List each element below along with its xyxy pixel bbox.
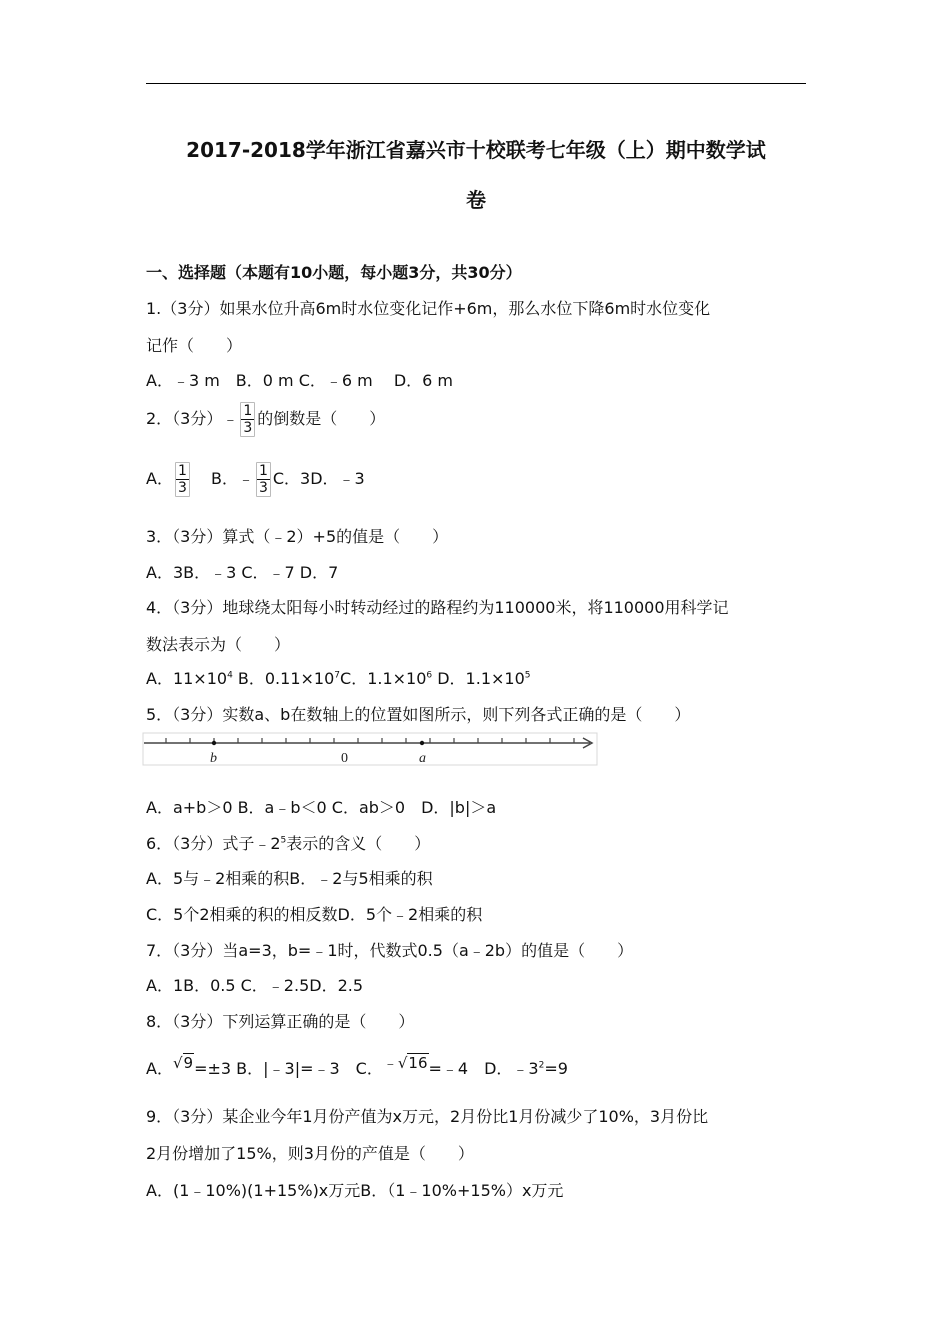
- fraction-den: 3: [177, 480, 187, 496]
- q2-stem: [146, 402, 385, 437]
- q8-options: [146, 1052, 568, 1079]
- q6-suffix: 表示的含义（ ）: [286, 834, 431, 853]
- q7-stem: 7．（3分）当a=3，b=﹣1时，代数式0.5（a﹣2b）的值是（ ）: [146, 941, 634, 960]
- exponent: 6: [426, 670, 433, 681]
- q8-opt-d-rest: =9: [544, 1059, 568, 1078]
- radicand: 16: [408, 1054, 428, 1072]
- point-b: [212, 741, 216, 745]
- q4-opt-d: D．1.1×10: [432, 669, 525, 688]
- exponent: 4: [227, 670, 233, 681]
- fraction-den: 3: [243, 420, 253, 436]
- q4-stem: 4．（3分）地球绕太阳每小时转动经过的路程约为110000米，将110000用科学记: [146, 598, 729, 617]
- radicand: 9: [183, 1054, 194, 1072]
- q7-options: A．1B．0.5 C．﹣2.5D．2.5: [146, 976, 364, 995]
- fraction-den: 3: [258, 480, 268, 496]
- q8-stem: 8．（3分）下列运算正确的是（ ）: [146, 1012, 415, 1031]
- q4-opt-c: C．1.1×10: [340, 669, 427, 688]
- q3-options: A．3B．﹣3 C．﹣7 D．7: [146, 563, 339, 582]
- sqrt-expression: [383, 1052, 429, 1073]
- fraction-num: 1: [177, 463, 187, 479]
- q2-opt-rest: C．3D．﹣3: [272, 469, 365, 488]
- q9-stem: 9．（3分）某企业今年1月份产值为x万元，2月份比1月份减少了10%，3月份比: [146, 1107, 709, 1126]
- q5-options: A．a+b＞0 B．a﹣b＜0 C．ab＞0 D．|b|＞a: [146, 798, 497, 817]
- q4-options: [146, 666, 531, 689]
- q8-opt-a-rest: =±3 B．|﹣3|=﹣3 C．: [194, 1059, 383, 1078]
- fraction-num: 1: [258, 463, 268, 479]
- q2-suffix: 的倒数是（ ）: [257, 409, 386, 428]
- q8-opt-c-rest: =﹣4 D．﹣3: [428, 1059, 539, 1078]
- q4-opt-b: B．0.11×10: [232, 669, 335, 688]
- q5-stem: 5．（3分）实数a、b在数轴上的位置如图所示，则下列各式正确的是（ ）: [146, 705, 691, 724]
- q1-stem: 1.（3分）如果水位升高6m时水位变化记作+6m，那么水位下降6m时水位变化: [146, 299, 711, 318]
- label-zero: 0: [341, 751, 348, 766]
- q2-opt-a: A．: [146, 469, 173, 488]
- q6-stem: [146, 831, 430, 854]
- q3-stem: 3．（3分）算式（﹣2）+5的值是（ ）: [146, 527, 449, 546]
- q2-prefix: 2．（3分）﹣: [146, 409, 239, 428]
- negative-sign: ﹣: [382, 1054, 398, 1072]
- sqrt-icon: √: [397, 1054, 408, 1072]
- page-title: 2017-2018学年浙江省嘉兴市十校联考七年级（上）期中数学试: [186, 138, 766, 162]
- sqrt-expression: [173, 1054, 194, 1072]
- label-a: a: [419, 751, 426, 766]
- q2-opt-b: B．﹣: [210, 469, 254, 488]
- fraction: [240, 402, 255, 437]
- page-title-cont: 卷: [466, 188, 486, 212]
- q6-options-ab: A．5与﹣2相乘的积B．﹣2与5相乘的积: [146, 869, 433, 888]
- section-heading: 一、选择题（本题有10小题，每小题3分，共30分）: [146, 263, 522, 282]
- q8-opt-a: A．: [146, 1059, 173, 1078]
- q9-options: A．(1﹣10%)(1+15%)x万元B．（1﹣10%+15%）x万元: [146, 1181, 564, 1200]
- q6-prefix: 6．（3分）式子﹣2: [146, 834, 281, 853]
- exponent: 2: [538, 1060, 545, 1071]
- fraction: [256, 462, 271, 497]
- point-a: [420, 741, 424, 745]
- q1-stem-cont: 记作（ ）: [146, 336, 243, 355]
- q4-stem-cont: 数法表示为（ ）: [146, 635, 291, 654]
- q1-options: A．﹣3 m B．0 m C．﹣6 m D．6 m: [146, 371, 453, 390]
- label-b: b: [210, 751, 217, 766]
- q4-opt-a: A．11×10: [146, 669, 228, 688]
- sqrt-icon: √: [172, 1054, 183, 1072]
- exponent: 5: [280, 835, 287, 846]
- fraction: [175, 462, 190, 497]
- fraction-num: 1: [243, 403, 253, 419]
- q6-options-cd: C．5个2相乘的积的相反数D．5个﹣2相乘的积: [146, 905, 483, 924]
- q9-stem-cont: 2月份增加了15%，则3月份的产值是（ ）: [146, 1144, 474, 1163]
- exponent: 7: [334, 670, 341, 681]
- header-rule: [146, 83, 806, 84]
- number-line-figure: [142, 732, 598, 766]
- q2-options: [146, 462, 365, 497]
- exponent: 5: [524, 670, 531, 681]
